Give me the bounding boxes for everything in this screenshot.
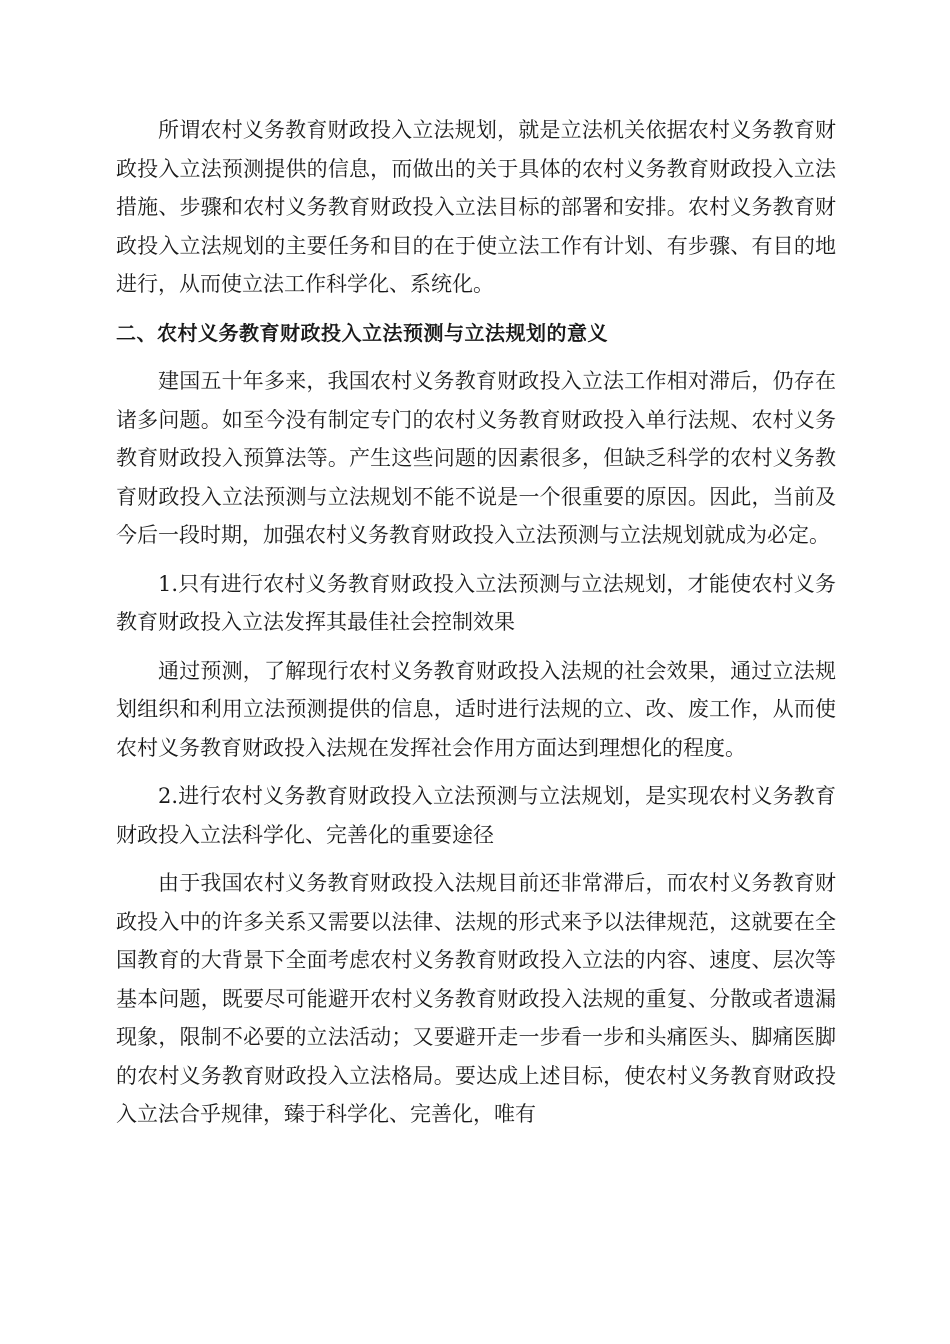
section-heading-significance: 二、农村义务教育财政投入立法预测与立法规划的意义 [116,320,608,345]
paragraph-current-problems: 建国五十年多来，我国农村义务教育财政投入立法工作相对滞后，仍存在诸多问题。如至今没有制定专门的农村义务教育财政投入单行法规、农村义务教育财政投入预算法等。产生这些问题的因素很多，但缺乏科学的农村义务教育财政投入立法预测与立法规划不能不说是一个很重要的原因。因此，当前及今后一段时期，加强农村义务教育财政投入立法预测与立法规划就成为必定。 [116,369,836,547]
paragraph-point-2-body: 由于我国农村义务教育财政投入法规目前还非常滞后，而农村义务教育财政投入中的许多关系又需要以法律、法规的形式来予以法律规范，这就要在全国教育的大背景下全面考虑农村义务教育财政投入立法的内容、速度、层次等基本问题，既要尽可能避开农村义务教育财政投入法规的重复、分散或者遗漏现象，限制不必要的立法活动；又要避开走一步看一步和头痛医头、脚痛医脚的农村义务教育财政投入立法格局。要达成上述目标，使农村义务教育财政投入立法合乎规律，臻于科学化、完善化，唯有 [116,871,836,1126]
paragraph-point-2-title: 2.进行农村义务教育财政投入立法预测与立法规划，是实现农村义务教育财政投入立法科学化、完善化的重要途径 [116,784,836,847]
paragraph-point-1-body: 通过预测，了解现行农村义务教育财政投入法规的社会效果，通过立法规划组织和利用立法预测提供的信息，适时进行法规的立、改、废工作，从而使农村义务教育财政投入法规在发挥社会作用方面达到理想化的程度。 [116,658,836,760]
document-page [116,111,836,1144]
paragraph-point-1-title: 1.只有进行农村义务教育财政投入立法预测与立法规划，才能使农村义务教育财政投入立法发挥其最佳社会控制效果 [116,571,836,634]
paragraph-legislative-planning-definition: 所谓农村义务教育财政投入立法规划，就是立法机关依据农村义务教育财政投入立法预测提供的信息，而做出的关于具体的农村义务教育财政投入立法措施、步骤和农村义务教育财政投入立法目标的部署和安排。农村义务教育财政投入立法规划的主要任务和目的在于使立法工作有计划、有步骤、有目的地进行，从而使立法工作科学化、系统化。 [116,118,836,296]
